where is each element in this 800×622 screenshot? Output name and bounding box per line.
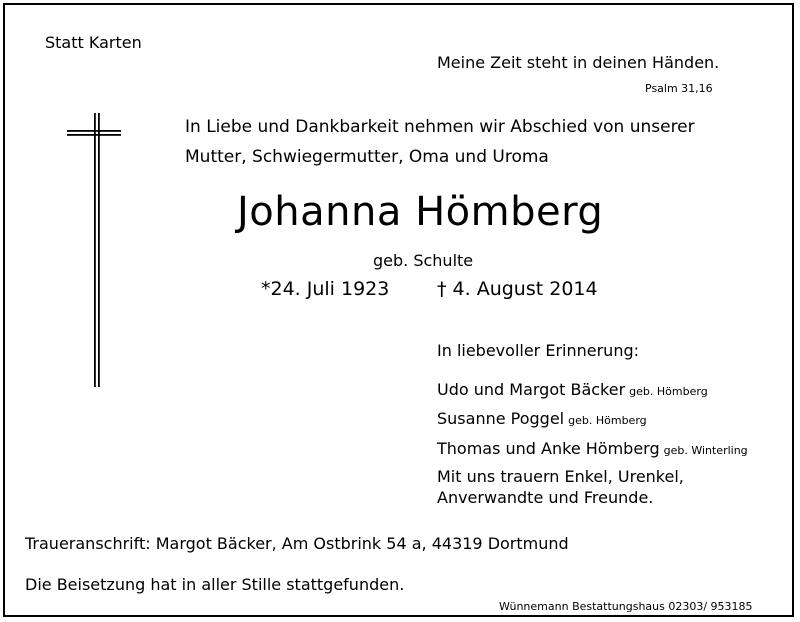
death-date: † 4. August 2014 [437,278,598,300]
also-mourning-line-2: Anverwandte und Freunde. [437,488,654,507]
family-nee: geb. Hömberg [568,414,647,427]
family-entry [437,439,748,458]
intro-line-1: In Liebe und Dankbarkeit nehmen wir Abschied von unserer [185,117,695,137]
maiden-name: geb. Schulte [373,251,474,270]
cross-icon [67,113,121,387]
family-entry [437,380,708,399]
mourning-address: Traueranschrift: Margot Bäcker, Am Ostbrink 54 a, 44319 Dortmund [25,534,569,553]
family-nee: geb. Hömberg [629,385,708,398]
motto-verse: Meine Zeit steht in deinen Händen. [437,53,720,72]
burial-note: Die Beisetzung hat in aller Stille stattgefunden. [25,575,405,594]
intro-line-2: Mutter, Schwiegermutter, Oma und Uroma [185,147,549,167]
statt-karten-label: Statt Karten [45,33,142,52]
family-nee: geb. Winterling [663,444,748,457]
family-names: Thomas und Anke Hömberg [437,439,660,458]
obituary-notice [3,3,794,617]
family-names: Udo und Margot Bäcker [437,380,626,399]
remembrance-heading: In liebevoller Erinnerung: [437,341,639,360]
family-entry [437,409,647,428]
deceased-name: Johanna Hömberg [237,189,604,235]
also-mourning-line-1: Mit uns trauern Enkel, Urenkel, [437,467,684,486]
family-names: Susanne Poggel [437,409,565,428]
birth-date: *24. Juli 1923 [261,278,390,300]
undertaker-credit: Wünnemann Bestattungshaus 02303/ 953185 [499,600,753,613]
psalm-reference: Psalm 31,16 [645,82,713,95]
